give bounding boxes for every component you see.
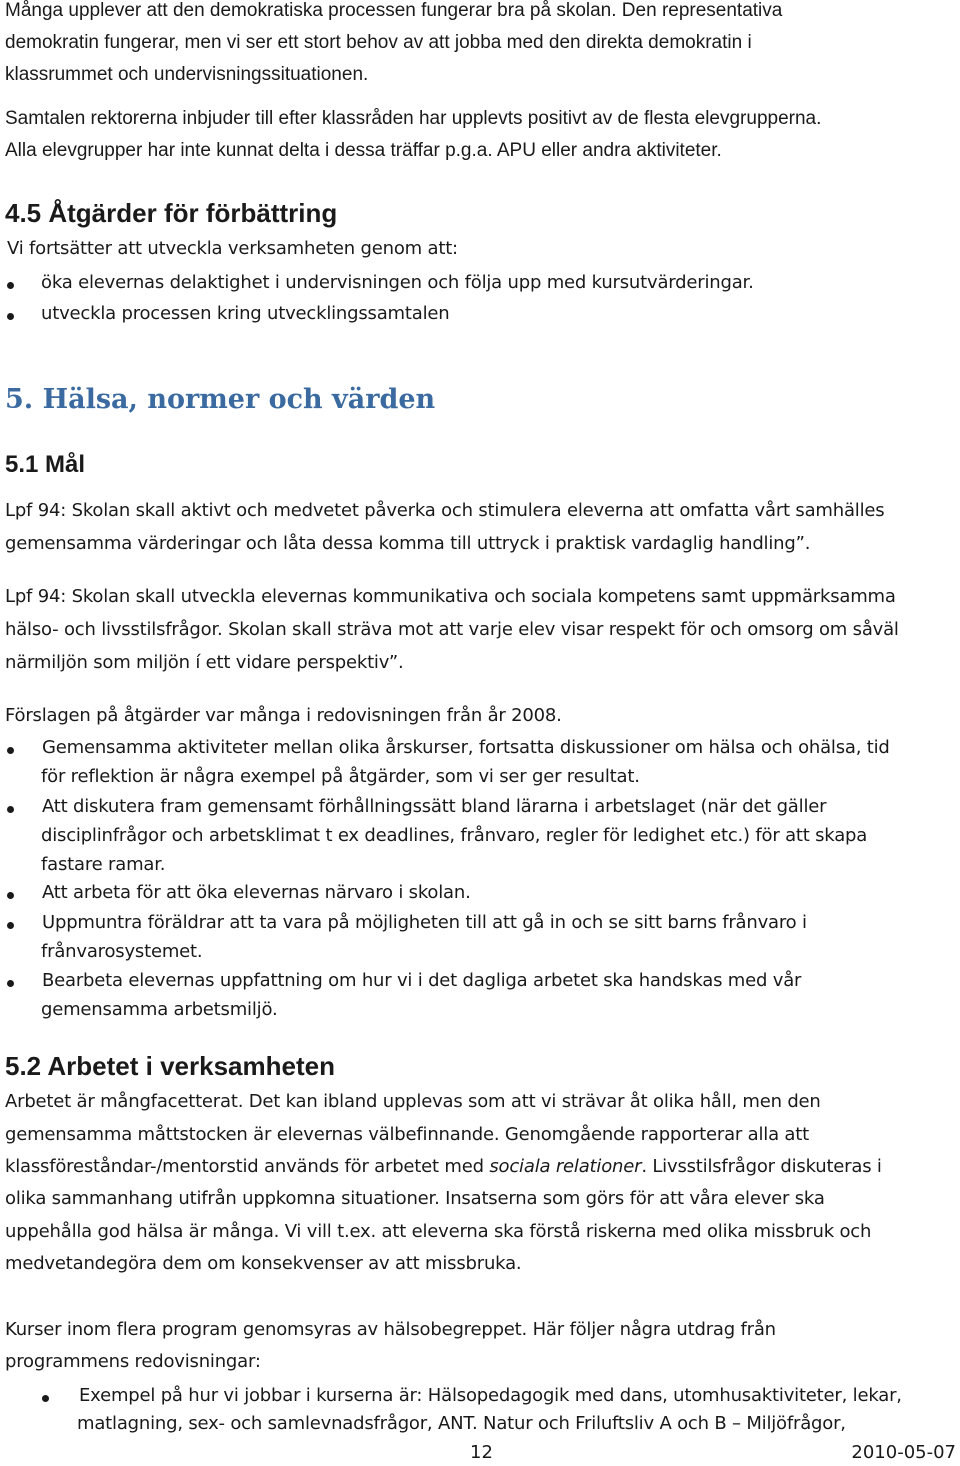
section-4-5-heading: 4.5 Åtgärder för förbättring (5, 198, 338, 228)
bullet-icon (7, 282, 14, 289)
intro-line-1: Många upplever att den demokratiska processen fungerar bra på skolan. Den representativa (5, 0, 783, 21)
samtal-line-2: Alla elevgrupper har inte kunnat delta i dessa träffar p.g.a. APU eller andra aktiviteter. (5, 140, 722, 161)
list-item: Att arbeta för att öka elevernas närvaro i skolan. (42, 882, 471, 903)
section-4-5-intro: Vi fortsätter att utveckla verksamheten genom att: (7, 238, 458, 259)
list-item: Bearbeta elevernas uppfattning om hur vi i det dagliga arbetet ska handskas med vår (42, 970, 802, 991)
arbetet-line-3-pre: klassföreståndar-/mentorstid används för arbetet med (5, 1156, 490, 1177)
intro-line-2: demokratin fungerar, men vi ser ett stort behov av att jobba med den direkta demokratin i (5, 32, 752, 53)
section-5-heading: 5. Hälsa, normer och värden (5, 384, 436, 415)
list-item-continuation: frånvarosystemet. (41, 941, 203, 962)
lpf1-line-1: Lpf 94: Skolan skall aktivt och medvetet påverka och stimulera eleverna att omfatta vårt samhälles (5, 500, 885, 521)
section-5-2-heading: 5.2 Arbetet i verksamheten (5, 1051, 335, 1081)
list-item-continuation: gemensamma arbetsmiljö. (41, 999, 278, 1020)
list-item-continuation: disciplinfrågor och arbetsklimat t ex deadlines, frånvaro, regler för ledighet etc.) för att skapa (41, 825, 868, 846)
arbetet-line-5: uppehålla god hälsa är många. Vi vill t.ex. att eleverna ska förstå riskerna med olika missbruk och (5, 1221, 872, 1242)
forslag-text: Förslagen på åtgärder var många i redovisningen från år 2008. (5, 705, 562, 726)
bullet-icon (7, 980, 14, 987)
bullet-icon (7, 922, 14, 929)
bullet-icon (7, 747, 14, 754)
list-item: Gemensamma aktiviteter mellan olika årskurser, fortsatta diskussioner om hälsa och ohälsa, tid (42, 737, 890, 758)
arbetet-line-1: Arbetet är mångfacetterat. Det kan ibland upplevas som att vi strävar åt olika håll, men den (5, 1091, 821, 1112)
arbetet-line-2: gemensamma måttstocken är elevernas välbefinnande. Genomgående rapporterar alla att (5, 1124, 809, 1145)
list-item: Att diskutera fram gemensamt förhållningssätt bland lärarna i arbetslaget (när det gäller (42, 796, 827, 817)
lpf1-line-2: gemensamma värderingar och låta dessa komma till uttryck i praktisk vardaglig handling”. (5, 533, 811, 554)
bullet-icon (7, 313, 14, 320)
list-item-continuation: matlagning, sex- och samlevnadsfrågor, ANT. Natur och Friluftsliv A och B – Miljöfrågor, (77, 1413, 846, 1434)
section-5-1-heading: 5.1 Mål (5, 451, 86, 478)
list-item: Uppmuntra föräldrar att ta vara på möjligheten till att gå in och se sitt barns frånvaro i (42, 912, 807, 933)
page-number: 12 (470, 1442, 493, 1463)
lpf2-line-1: Lpf 94: Skolan skall utveckla elevernas kommunikativa och sociala kompetens samt uppmärksamma (5, 586, 896, 607)
sociala-relationer-emphasis: sociala relationer (489, 1156, 642, 1177)
list-item: utveckla processen kring utvecklingssamtalen (41, 303, 450, 324)
list-item: Exempel på hur vi jobbar i kurserna är: Hälsopedagogik med dans, utomhusaktiviteter, lekar, (79, 1385, 902, 1406)
lpf2-line-3: närmiljön som miljön í ett vidare perspektiv”. (5, 652, 404, 673)
arbetet-line-3-post: . Livsstilsfrågor diskuteras i (641, 1156, 882, 1177)
lpf2-line-2: hälso- och livsstilsfrågor. Skolan skall sträva mot att varje elev visar respekt för och omsorg om såväl (5, 619, 899, 640)
bullet-icon (7, 892, 14, 899)
list-item: öka elevernas delaktighet i undervisningen och följa upp med kursutvärderingar. (41, 272, 754, 293)
list-item-continuation: för reflektion är några exempel på åtgärder, som vi ser ger resultat. (41, 766, 640, 787)
arbetet-line-4: olika sammanhang utifrån uppkomna situationer. Insatserna som görs för att våra elever ska (5, 1188, 825, 1209)
intro-line-3: klassrummet och undervisningssituationen. (5, 64, 369, 85)
arbetet-line-6: medvetandegöra dem om konsekvenser av att missbruka. (5, 1253, 522, 1274)
bullet-icon (42, 1395, 49, 1402)
list-item-continuation: fastare ramar. (41, 854, 166, 875)
kurser-line-1: Kurser inom flera program genomsyras av hälsobegreppet. Här följer några utdrag från (5, 1319, 776, 1340)
bullet-icon (7, 806, 14, 813)
kurser-line-2: programmens redovisningar: (5, 1351, 261, 1372)
arbetet-line-3 (5, 1156, 882, 1177)
footer-date: 2010-05-07 (851, 1442, 956, 1463)
samtal-line-1: Samtalen rektorerna inbjuder till efter klassråden har upplevts positivt av de flesta elevgrupperna. (5, 108, 822, 129)
